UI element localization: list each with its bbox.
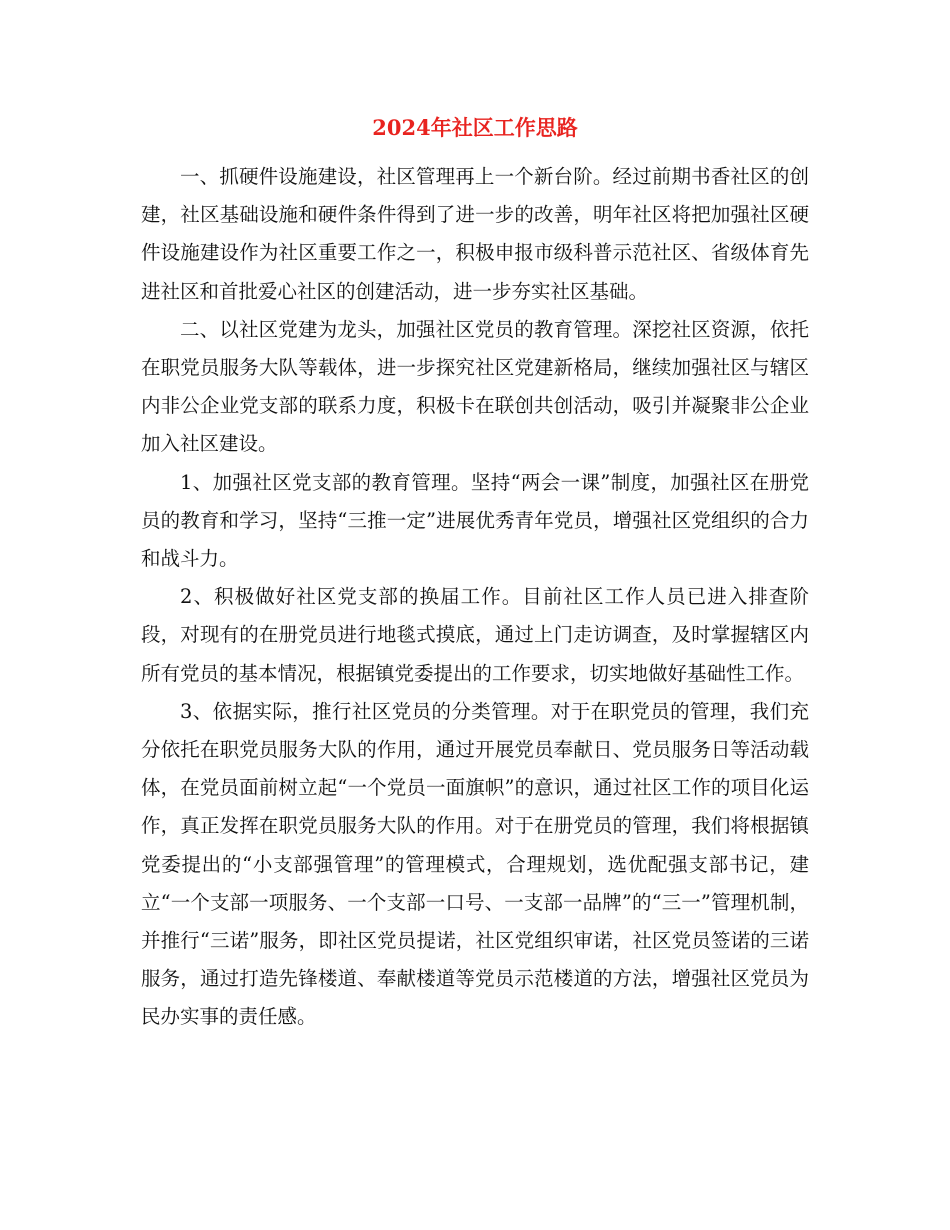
paragraph-item-1: 1、加强社区党支部的教育管理。坚持“两会一课”制度，加强社区在册党员的教育和学习，坚持“三推一定”进展优秀青年党员，增强社区党组织的合力和战斗力。 [141,470,809,571]
document-title: 2024年社区工作思路 [372,115,578,140]
paragraph-item-3: 3、依据实际，推行社区党员的分类管理。对于在职党员的管理，我们充分依托在职党员服务大队的作用，通过开展党员奉献日、党员服务日等活动载体，在党员面前树立起“一个党员一面旗帜”的意识，通过社区工作的项目化运作，真正发挥在职党员服务大队的作用。对于在册党员的管理，我们将根据镇党委提出的“小支部强管理”的管理模式，合理规划，选优配强支部书记，建立“一个支部一项服务、一个支部一口号、一支部一品牌”的“三一”管理机制，并推行“三诺”服务，即社区党员提诺，社区党组织审诺，社区党员签诺的三诺服务，通过打造先锋楼道、奉献楼道等党员示范楼道的方法，增强社区党员为民办实事的责任感。 [141,699,809,1029]
document-body [141,158,809,1037]
paragraph-item-2: 2、积极做好社区党支部的换届工作。目前社区工作人员已进入排查阶段，对现有的在册党员进行地毯式摸底，通过上门走访调查，及时掌握辖区内所有党员的基本情况，根据镇党委提出的工作要求，切实地做好基础性工作。 [141,585,809,685]
paragraph-party-building: 二、以社区党建为龙头，加强社区党员的教育管理。深挖社区资源，依托在职党员服务大队等载体，进一步探究社区党建新格局，继续加强社区与辖区内非公企业党支部的联系力度，积极卡在联创共创活动，吸引并凝聚非公企业加入社区建设。 [141,317,809,456]
paragraph-hardware: 一、抓硬件设施建设，社区管理再上一个新台阶。经过前期书香社区的创建，社区基础设施和硬件条件得到了进一步的改善，明年社区将把加强社区硬件设施建设作为社区重要工作之一，积极申报市级科普示范社区、省级体育先进社区和首批爱心社区的创建活动，进一步夯实社区基础。 [141,165,809,303]
